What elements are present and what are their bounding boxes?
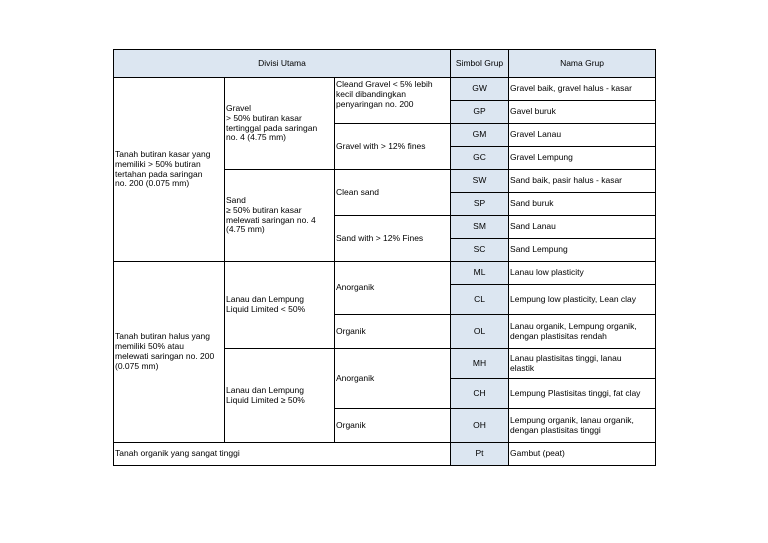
symbol-cell: GC — [451, 147, 509, 170]
fine-soil-cell: Tanah butiran halus yang memiliki 50% atau melewati saringan no. 200 (0.075 mm) — [114, 262, 225, 443]
header-divisi-utama: Divisi Utama — [114, 50, 451, 78]
header-nama-grup: Nama Grup — [509, 50, 656, 78]
symbol-cell: GM — [451, 124, 509, 147]
sand-cell: Sand ≥ 50% butiran kasar melewati saringan no. 4 (4.75 mm) — [225, 170, 335, 262]
high-anorganik-cell: Anorganik — [335, 349, 451, 409]
symbol-cell: MH — [451, 349, 509, 379]
header-row — [114, 50, 656, 78]
soil-classification-table — [113, 49, 656, 466]
group-name-cell: Gravel Lanau — [509, 124, 656, 147]
group-name-cell: Lanau low plasticity — [509, 262, 656, 285]
coarse-soil-cell: Tanah butiran kasar yang memiliki > 50% butiran tertahan pada saringan no. 200 (0.075 mm) — [114, 78, 225, 262]
symbol-cell: OH — [451, 409, 509, 443]
low-anorganik-cell: Anorganik — [335, 262, 451, 315]
high-liquid-limit-cell: Lanau dan Lempung Liquid Limited ≥ 50% — [225, 349, 335, 443]
high-organik-cell: Organik — [335, 409, 451, 443]
group-name-cell: Lanau organik, Lempung organik, dengan plastisitas rendah — [509, 315, 656, 349]
symbol-cell: SP — [451, 193, 509, 216]
group-name-cell: Sand Lanau — [509, 216, 656, 239]
highly-organic-soil-cell: Tanah organik yang sangat tinggi — [114, 443, 451, 466]
symbol-cell: GP — [451, 101, 509, 124]
symbol-cell: GW — [451, 78, 509, 101]
clean-sand-cell: Clean sand — [335, 170, 451, 216]
group-name-cell: Gravel Lempung — [509, 147, 656, 170]
low-liquid-limit-cell: Lanau dan Lempung Liquid Limited < 50% — [225, 262, 335, 349]
table-row — [114, 262, 656, 285]
symbol-cell: OL — [451, 315, 509, 349]
low-organik-cell: Organik — [335, 315, 451, 349]
symbol-cell: Pt — [451, 443, 509, 466]
symbol-cell: CL — [451, 285, 509, 315]
group-name-cell: Lempung low plasticity, Lean clay — [509, 285, 656, 315]
group-name-cell: Lempung Plastisitas tinggi, fat clay — [509, 379, 656, 409]
header-simbol-grup: Simbol Grup — [451, 50, 509, 78]
group-name-cell: Lempung organik, lanau organik, dengan plastisitas tinggi — [509, 409, 656, 443]
group-name-cell: Sand Lempung — [509, 239, 656, 262]
gravel-cell: Gravel > 50% butiran kasar tertinggal pada saringan no. 4 (4.75 mm) — [225, 78, 335, 170]
symbol-cell: SC — [451, 239, 509, 262]
group-name-cell: Gravel baik, gravel halus - kasar — [509, 78, 656, 101]
group-name-cell: Sand baik, pasir halus - kasar — [509, 170, 656, 193]
table-row — [114, 78, 656, 101]
sand-fines-cell: Sand with > 12% Fines — [335, 216, 451, 262]
clean-gravel-cell: Cleand Gravel < 5% lebih kecil dibandingkan penyaringan no. 200 — [335, 78, 451, 124]
group-name-cell: Lanau plastisitas tinggi, lanau elastik — [509, 349, 656, 379]
table-row — [114, 443, 656, 466]
group-name-cell: Gavel buruk — [509, 101, 656, 124]
group-name-cell: Sand buruk — [509, 193, 656, 216]
symbol-cell: SM — [451, 216, 509, 239]
symbol-cell: CH — [451, 379, 509, 409]
symbol-cell: SW — [451, 170, 509, 193]
group-name-cell: Gambut (peat) — [509, 443, 656, 466]
gravel-fines-cell: Gravel with > 12% fines — [335, 124, 451, 170]
symbol-cell: ML — [451, 262, 509, 285]
